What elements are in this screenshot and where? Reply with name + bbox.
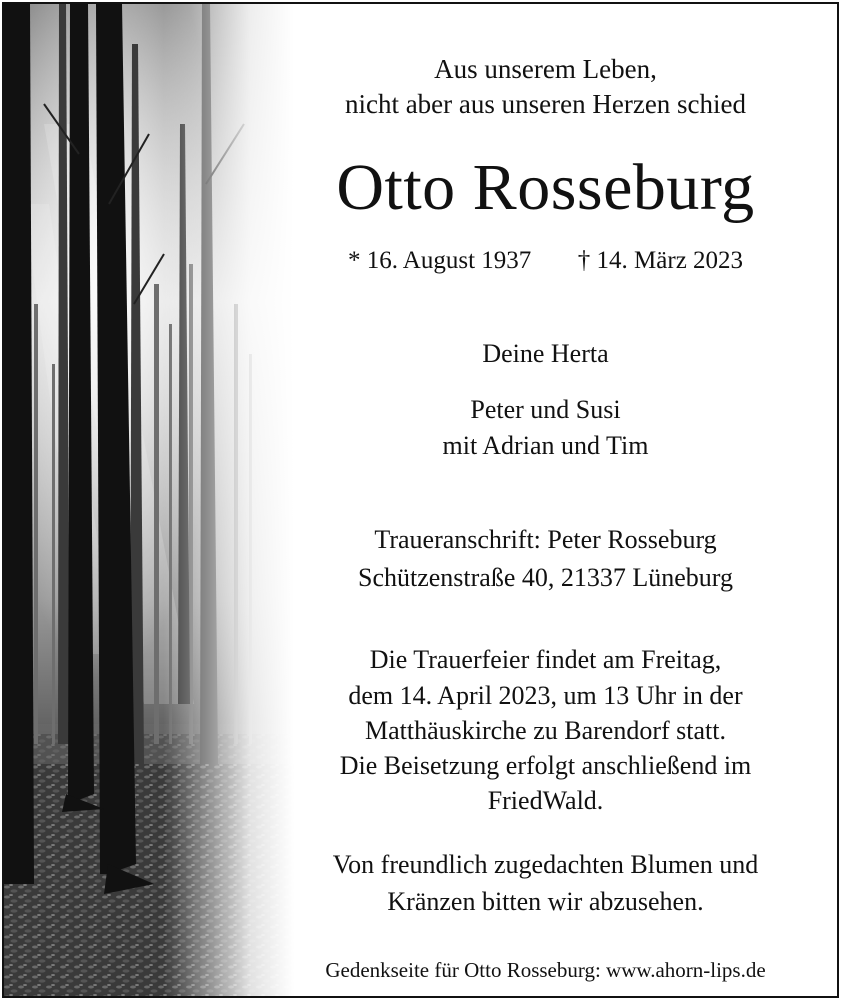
flowers-line-2: Kränzen bitten wir abzusehen. [387, 887, 704, 916]
deceased-name: Otto Rosseburg [336, 151, 755, 224]
life-dates [254, 245, 837, 277]
ceremony-line-4: Die Beisetzung erfolgt anschließend im [339, 751, 752, 780]
ceremony-line-5: FriedWald. [487, 786, 604, 815]
spouse-line: Deine Herta [482, 339, 609, 368]
death-date: † 14. März 2023 [577, 247, 744, 274]
notice-text [254, 4, 837, 996]
flowers-line-1: Von freundlich zugedachten Blumen und [332, 850, 759, 879]
intro-line-1: Aus unserem Leben, [434, 54, 657, 84]
forest-photo [4, 4, 294, 996]
family-line-2: mit Adrian und Tim [442, 431, 649, 460]
address-line-2: Schützenstraße 40, 21337 Lüneburg [358, 563, 733, 592]
family-line-1: Peter und Susi [470, 395, 621, 424]
ceremony-line-2: dem 14. April 2023, um 13 Uhr in der [348, 681, 743, 710]
memorial-page-footer: Gedenkseite für Otto Rosseburg: www.ahorn-lips.de [325, 958, 766, 982]
intro-line-2: nicht aber aus unseren Herzen schied [344, 89, 747, 119]
birth-date: * 16. August 1937 [347, 247, 532, 274]
ceremony-line-3: Matthäuskirche zu Barendorf statt. [365, 716, 726, 745]
address-line-1: Traueranschrift: Peter Rosseburg [374, 525, 717, 554]
obituary-notice [2, 2, 839, 998]
ceremony-line-1: Die Trauerfeier findet am Freitag, [369, 645, 722, 674]
